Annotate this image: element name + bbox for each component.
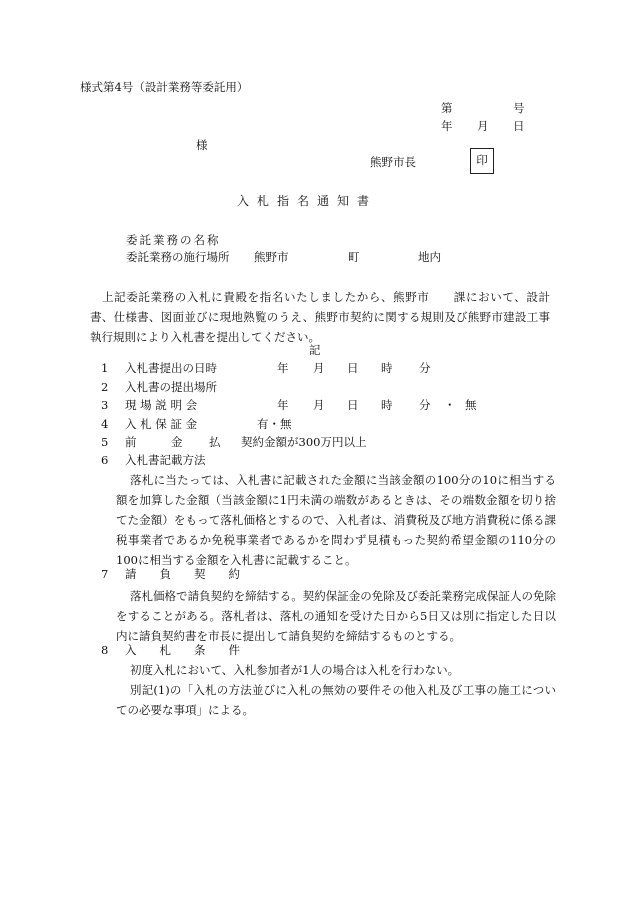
item-day: 日	[347, 361, 359, 375]
item-number: 7	[101, 567, 109, 581]
item-number: 2	[101, 380, 109, 394]
item-label: 入札書記載方法	[125, 453, 206, 467]
place-town: 町	[348, 250, 360, 264]
item-none: 無	[465, 398, 477, 412]
item-label: 現 場 説 明 会	[125, 398, 198, 412]
item-number: 4	[101, 417, 109, 431]
item-label: 入 札 条 件	[125, 643, 240, 657]
place-city: 熊野市	[254, 250, 289, 264]
place-lot: 地内	[418, 250, 441, 264]
intro-paragraph: 上記委託業務の入札に貴殿を指名いたしましたから、熊野市 課において、設計書、仕様書、図面並びに現地熟覧のうえ、熊野市契約に関する規則及び熊野市建設工事執行規則により入札書を提出してください。	[90, 290, 550, 344]
item-label: 請 負 契 約	[125, 567, 240, 581]
item-5	[101, 435, 521, 451]
item-number: 6	[101, 453, 109, 467]
item-number: 1	[101, 361, 109, 375]
item-minute: 分	[419, 398, 431, 412]
item-value: 契約金額が300万円以上	[241, 435, 367, 449]
item-8-body-2: 別記(1)の「入札の方法並びに入札の無効の要件その他入札及び工事の施工についての必要な事項」による。	[116, 683, 556, 717]
item-6-body: 落札に当たっては、入札書に記載された金額に当該金額の100分の10に相当する額を加算した金額（当該金額に1円未満の端数があるときは、その端数金額を切り捨てた金額）をもって落札価格とするので、入札者は、消費税及び地方消費税に係る課税事業者であるか免税事業者であるかを問わず見積もった契約希望金額の110分の100に相当する金額を入札書に記載すること。	[116, 473, 556, 567]
item-year: 年	[277, 398, 289, 412]
business-name-row	[126, 233, 221, 249]
item-number: 3	[101, 398, 109, 412]
item-hour: 時	[381, 361, 393, 375]
form-number: 様式第4号（設計業務等委託用）	[80, 80, 249, 94]
issuer-name: 熊野市長	[370, 155, 416, 169]
business-name-label: 委託業務の名称	[126, 233, 221, 247]
ki-heading: 記	[309, 343, 321, 357]
item-value: 有・無	[257, 417, 292, 431]
item-3	[101, 398, 521, 414]
item-hour: 時	[381, 398, 393, 412]
item-dot: ・	[444, 398, 456, 412]
item-label: 入 札 保 証 金	[125, 417, 198, 431]
item-7	[101, 567, 240, 583]
item-8	[101, 643, 240, 659]
document-title: 入札指名通知書	[237, 194, 378, 208]
item-2	[101, 380, 217, 396]
date-day-label: 日	[513, 119, 525, 133]
item-4	[101, 417, 521, 433]
item-1	[101, 361, 521, 377]
item-number: 5	[101, 435, 109, 449]
business-place-row	[126, 250, 546, 266]
addressee-suffix: 様	[196, 138, 208, 152]
item-label-b: 金	[171, 435, 183, 449]
date-month-label: 月	[477, 119, 489, 133]
date-year-label: 年	[441, 119, 453, 133]
item-label: 入札書の提出場所	[125, 380, 217, 394]
number-suffix: 号	[513, 101, 525, 115]
seal-box	[470, 148, 494, 174]
item-day: 日	[347, 398, 359, 412]
item-label: 入札書提出の日時	[125, 361, 217, 375]
item-month: 月	[313, 398, 325, 412]
item-label-a: 前	[125, 435, 137, 449]
business-place-label: 委託業務の施行場所	[126, 250, 230, 264]
item-month: 月	[313, 361, 325, 375]
item-number: 8	[101, 643, 109, 657]
item-7-body: 落札価格で請負契約を締結する。契約保証金の免除及び委託業務完成保証人の免除をすることがある。落札者は、落札の通知を受けた日から5日又は別に指定した日以内に請負契約書を市長に提出して請負契約を締結するものとする。	[116, 589, 556, 643]
item-8-body-1: 初度入札において、入札参加者が1人の場合は入札を行わない。	[130, 663, 460, 677]
item-label-c: 払	[209, 435, 221, 449]
item-6	[101, 453, 206, 469]
item-year: 年	[277, 361, 289, 375]
number-prefix: 第	[441, 101, 453, 115]
seal-mark: 印	[476, 153, 488, 168]
item-minute: 分	[419, 361, 431, 375]
